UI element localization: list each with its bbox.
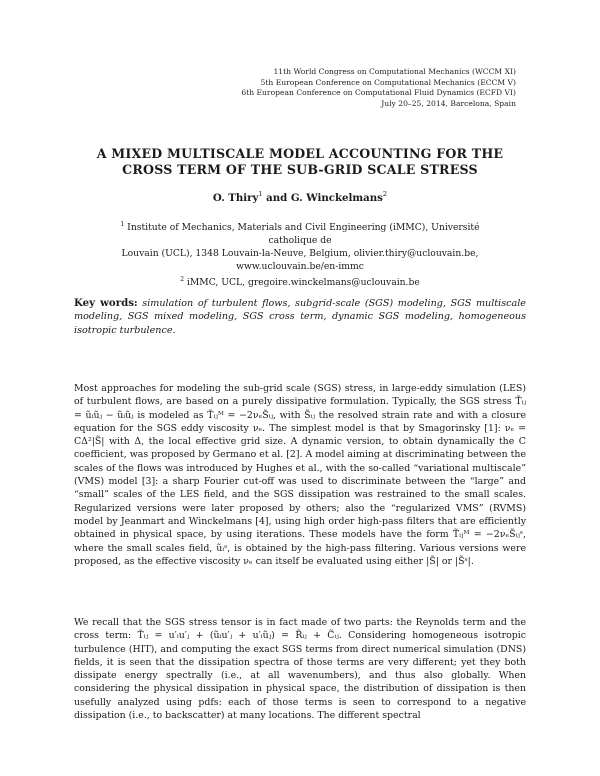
- conference-line: 5th European Conference on Computational Mechanics (ECCM V): [260, 77, 516, 87]
- conference-date: July 20–25, 2014, Barcelona, Spain: [381, 98, 516, 108]
- conference-line: 6th European Conference on Computational Fluid Dynamics (ECFD VI): [241, 88, 516, 98]
- author-name: G. Winckelmans: [290, 192, 383, 204]
- affiliation-url: www.uclouvain.be/en-immc: [236, 261, 364, 272]
- affiliation-line: $^1$ Institute of Mechanics, Materials and Civil Engineering (iMMC), Université catholique de: [120, 221, 480, 246]
- affiliation-marker: 1: [258, 190, 263, 198]
- body-paragraph: We recall that the SGS stress tensor is in fact made of two parts: the Reynolds term and the cross term: T̃ᵢⱼ = u′ᵢu′ⱼ + (ũᵢu′ⱼ + u′ᵢũⱼ) = R̃ᵢⱼ + C̃ᵢⱼ. Considering homogeneous isotropic turbulence (HIT), and computing the exact SGS terms from direct numerical simulation (DNS) fields, it is seen that the dissipation spectra of those terms are very different; yet they both dissipate energy spectrally (i.e., at all wavenumbers), and thus also globally. When considering the physical dissipation in physical space, the distribution of dissipation is then usefully analyzed using pdfs: each of those terms is seen to correspond to a negative dissipation (i.e., to backscatter) at many locations. The different spectral: [74, 617, 526, 722]
- keywords-text: simulation of turbulent flows, subgrid-scale (SGS) modeling, SGS multiscale modeling, SGS mixed modeling, SGS cross term, dynamic SGS modeling, homogeneous isotropic turbulence.: [74, 298, 526, 336]
- affiliation-marker: 2: [180, 276, 185, 283]
- title-line: CROSS TERM OF THE SUB-GRID SCALE STRESS: [122, 162, 478, 177]
- keywords: [74, 297, 526, 337]
- affiliation-marker: 1: [120, 221, 125, 228]
- conference-header: [241, 67, 516, 109]
- affiliation-marker: 2: [382, 190, 388, 198]
- affiliation-line: Louvain (UCL), 1348 Louvain-la-Neuve, Belgium, olivier.thiry@uclouvain.be,: [121, 248, 479, 259]
- title-line: A MIXED MULTISCALE MODEL ACCOUNTING FOR THE: [96, 146, 504, 161]
- author-conjunction: and: [262, 192, 291, 204]
- body-paragraph: Most approaches for modeling the sub-grid scale (SGS) stress, in large-eddy simulation (LES) of turbulent flows, are based on a purely dissipative formulation. Typically, the SGS stress T̃ᵢⱼ = ũᵢũⱼ − ũᵢũⱼ is modeled as T̃ᵢⱼᴹ = −2νₑS̃ᵢⱼ, with S̃ᵢⱼ the resolved strain rate and with a closure equation for the SGS eddy viscosity νₑ. The simplest model is that by Smagorinsky [1]: νₑ = CΔ²|S̃| with Δ, the local effective grid size. A dynamic version, to obtain dynamically the C coefficient, was proposed by Germano et al. [2]. A model aiming at discriminating between the scales of the flows was introduced by Hughes et al., with the so-called “variational multiscale” (VMS) model [3]: a sharp Fourier cut-off was used to discriminate between the “large” and “small” scales of the LES field, and the SGS dissipation was restrained to the small scales. Regularized versions were later proposed by others; also the “regularized VMS” (RVMS) model by Jeanmart and Winckelmans [4], using high order high-pass filters that are efficiently obtained in physical space, by using iterations. These models have the form T̃ᵢⱼᴹ = −2νₑS̃ᵢⱼˢ, where the small scales field, ũᵢˢ, is obtained by the high-pass filtering. Various versions were proposed, as the effective viscosity νₑ can itself be evaluated using either |S̃| or |S̃ˢ|.: [74, 383, 526, 567]
- affiliation-line: $^2$ iMMC, UCL, gregoire.winckelmans@uclouvain.be: [180, 276, 420, 288]
- keywords-label: Key words:: [74, 297, 138, 309]
- conference-line: 11th World Congress on Computational Mechanics (WCCM XI): [273, 67, 516, 76]
- authors: [0, 190, 600, 204]
- affiliations: [96, 218, 504, 289]
- author-name: O. Thiry: [212, 192, 259, 204]
- paper-title: [60, 146, 540, 178]
